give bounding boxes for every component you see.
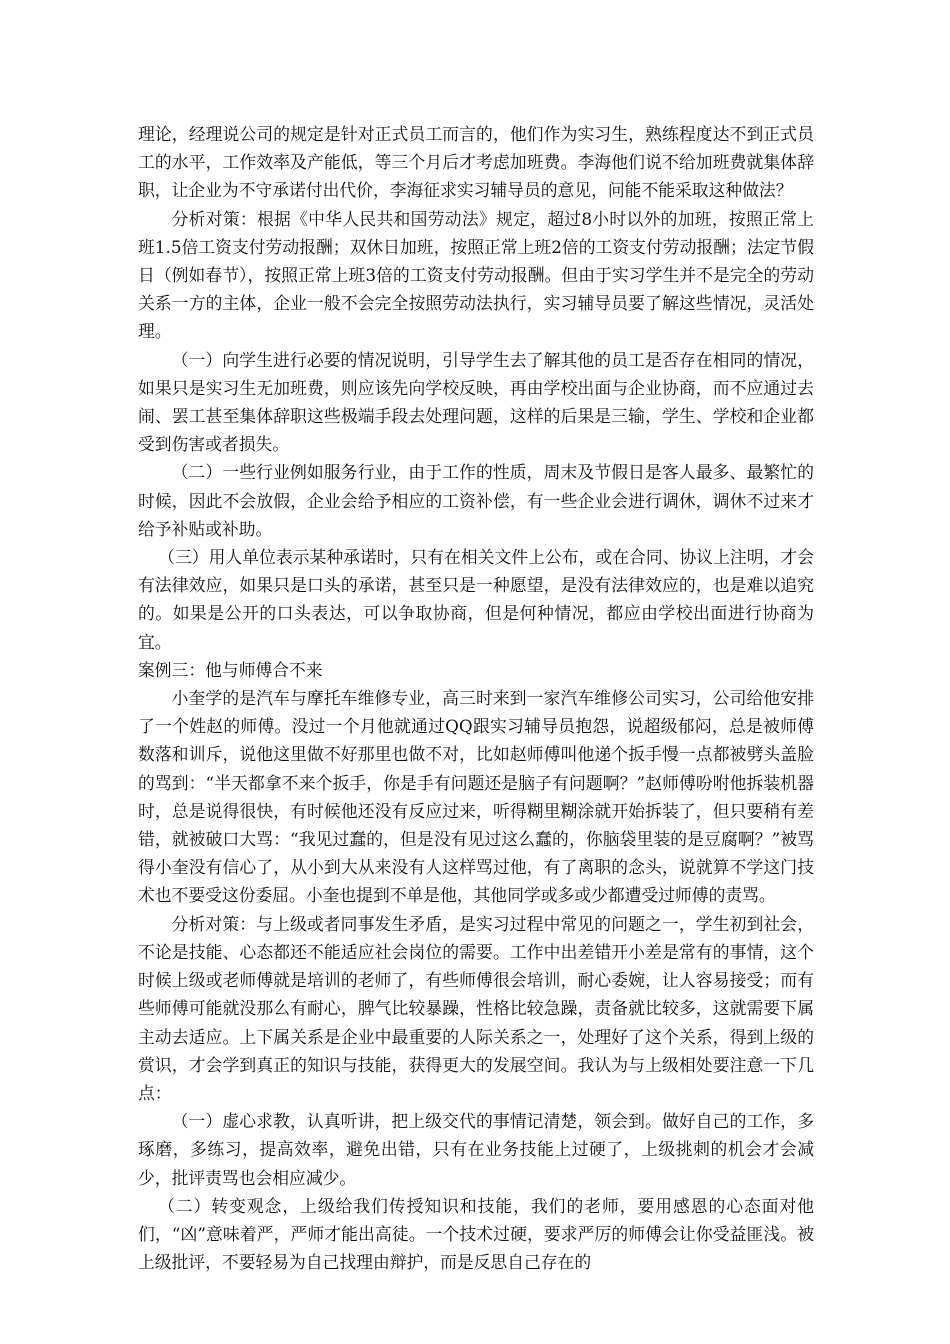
paragraph-case-3: 小奎学的是汽车与摩托车维修专业，高三时来到一家汽车维修公司实习，公司给他安排了一个姓赵的师傅。没过一个月他就通过QQ跟实习辅导员抱怨，说超级郁闷，总是被师傅数落和训斥，说他这里做不好那里也做不对，比如赵师傅叫他递个扳手慢一点都被劈头盖脸的骂到：“半天都拿不来个扳手，你是手有问题还是脑子有问题啊？”赵师傅吩咐他拆装机器时，总是说得很快，有时候他还没有反应过来，听得糊里糊涂就开始拆装了，但只要稍有差错，就被破口大骂：“我见过蠢的，但是没有见过这么蠢的，你脑袋里装的是豆腐啊？”被骂得小奎没有信心了，从小到大从来没有人这样骂过他，有了离职的念头，说就算不学这门技术也不要受这份委屈。小奎也提到不单是他，其他同学或多或少都遭受过师傅的责骂。 [138,688,814,906]
paragraph-point-3: （三）用人单位表示某种承诺时，只有在相关文件上公布，或在合同、协议上注明，才会有法律效应，如果只是口头的承诺，甚至只是一种愿望，是没有法律效应的，也是难以追究的。如果是公开的口头表达，可以争取协商，但是何种情况，都应由学校出面进行协商为宜。 [138,547,814,652]
paragraph-point-1: （一）向学生进行必要的情况说明，引导学生去了解其他的员工是否存在相同的情况，如果只是实习生无加班费，则应该先向学校反映，再由学校出面与企业协商，而不应通过去闹、罢工甚至集体辞职这些极端手段去处理问题，这样的后果是三输，学生、学校和企业都受到伤害或者损失。 [138,349,814,455]
paragraph-continued: 理论，经理说公司的规定是针对正式员工而言的，他们作为实习生，熟练程度达不到正式员工的水平，工作效率及产能低，等三个月后才考虑加班费。李海他们说不给加班费就集体辞职，让企业为不守承诺付出代价，李海征求实习辅导员的意见，问能不能采取这种做法？ [138,124,814,201]
paragraph-analysis-2: 分析对策：与上级或者同事发生矛盾，是实习过程中常见的问题之一，学生初到社会，不论是技能、心态都还不能适应社会岗位的需要。工作中出差错开小差是常有的事情，这个时候上级或老师傅就是培训的老师了，有些师傅很会培训，耐心委婉，让人容易接受；而有些师傅可能就没那么有耐心，脾气比较暴躁，性格比较急躁，责备就比较多，这就需要下属主动去适应。上下属关系是企业中最重要的人际关系之一，处理好了这个关系，得到上级的赏识，才会学到真正的知识与技能，获得更大的发展空间。我认为与上级相处要注意一下几点： [138,913,814,1103]
case-heading: 案例三：他与师傅合不来 [138,659,323,680]
paragraph-advice-2: （二）转变观念，上级给我们传授知识和技能，我们的老师，要用感恩的心态面对他们，“凶”意味着严，严师才能出高徒。一个技术过硬，要求严厉的师傅会让你受益匪浅。被上级批评，不要轻易为自己找理由辩护，而是反思自己存在的 [138,1195,814,1273]
document-page [138,120,814,1276]
paragraph-advice-1: （一）虚心求教，认真听讲，把上级交代的事情记清楚，领会到。做好自己的工作，多琢磨，多练习，提高效率，避免出错，只有在业务技能上过硬了，上级挑刺的机会才会减少，批评责骂也会相应减少。 [138,1111,814,1188]
paragraph-analysis-1: 分析对策：根据《中华人民共和国劳动法》规定，超过8小时以外的加班，按照正常上班1.5倍工资支付劳动报酬；双休日加班，按照正常上班2倍的工资支付劳动报酬；法定节假日（例如春节），按照正常上班3倍的工资支付劳动报酬。但由于实习学生并不是完全的劳动关系一方的主体，企业一般不会完全按照劳动法执行，实习辅导员要了解这些情况，灵活处理。 [138,208,814,342]
paragraph-point-2: （二）一些行业例如服务行业，由于工作的性质，周末及节假日是客人最多、最繁忙的时候，因此不会放假，企业会给予相应的工资补偿，有一些企业会进行调休，调休不过来才给予补贴或补助。 [138,462,814,539]
